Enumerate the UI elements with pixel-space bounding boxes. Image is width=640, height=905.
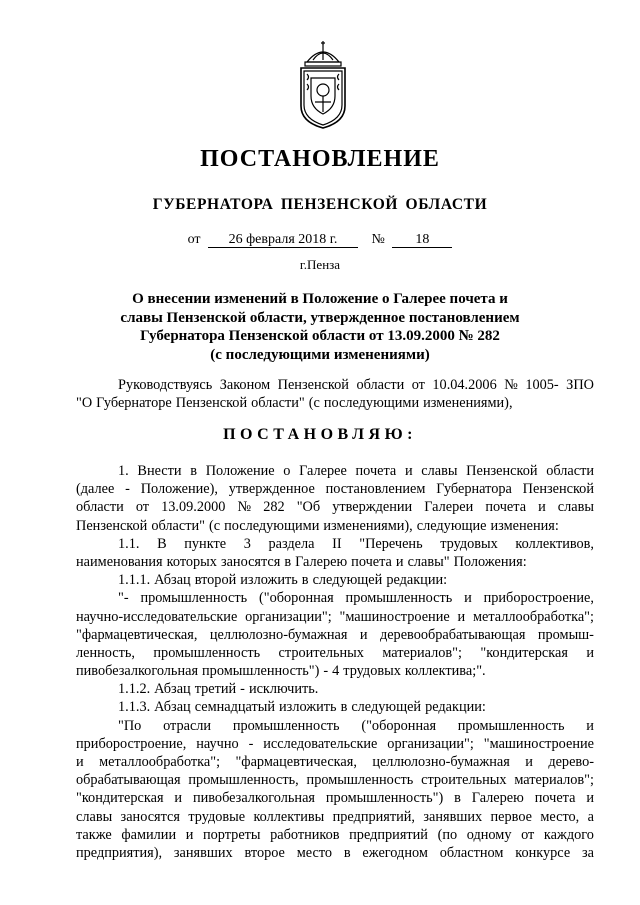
body-line: 1.1.2. Абзац третий - исключить. bbox=[118, 681, 319, 698]
body-line: "- промышленность ("оборонная промышленность и приборостроение, bbox=[118, 590, 594, 607]
date-number-line bbox=[0, 232, 640, 248]
body-line: приборостроение, научно - исследовательские организации"; "машиностроение bbox=[76, 735, 594, 752]
body-line: ленность, промышленность строительных материалов"; "кондитерская и bbox=[76, 644, 594, 661]
decree-word: ПОСТАНОВЛЯЮ: bbox=[223, 426, 417, 443]
body-line: научно-исследовательские организации"; "машиностроение и металлообработка"; bbox=[76, 608, 594, 625]
preamble-line: "О Губернаторе Пензенской области" (с последующими изменениями), bbox=[76, 395, 513, 412]
number-prefix: № bbox=[371, 232, 385, 247]
body-line: наименования которых заносятся в Галерею почета и славы" Положения: bbox=[76, 553, 527, 570]
preamble-line: Руководствуясь Законом Пензенской области от 10.04.2006 № 1005- ЗПО bbox=[118, 377, 594, 393]
penza-coat-of-arms-icon bbox=[293, 40, 353, 130]
date-prefix: от bbox=[187, 232, 201, 247]
date-value: 26 февраля 2018 г. bbox=[208, 232, 358, 248]
document-subtitle: ГУБЕРНАТОРА ПЕНЗЕНСКОЙ ОБЛАСТИ bbox=[152, 196, 488, 213]
body-line: также фамилии и портреты работников предприятий (по одному от каждого bbox=[76, 826, 594, 843]
heading-line: Губернатора Пензенской области от 13.09.2000 № 282 bbox=[140, 328, 500, 344]
body-line: славы заносятся трудовые коллективы предприятий, занявших первое место, а bbox=[76, 808, 594, 825]
number-value: 18 bbox=[392, 232, 452, 248]
body-line: 1.1. В пункте 3 раздела II "Перечень трудовых коллективов, bbox=[118, 535, 594, 552]
body-line: "По отрасли промышленность ("оборонная промышленность и bbox=[118, 717, 594, 734]
body-line: пивобезалкогольная промышленность") - 4 трудовых коллектива;". bbox=[76, 663, 486, 680]
body-line: (далее - Положение), утвержденное постановлением Губернатора Пензенской bbox=[76, 481, 594, 498]
body-line: Пензенской области" (с последующими изменениями), следующие изменения: bbox=[76, 517, 559, 534]
body-line: обрабатывающая промышленность, промышленность строительных материалов"; bbox=[76, 772, 594, 789]
heading-line: (с последующими изменениями) bbox=[210, 346, 430, 363]
body-line: 1.1.1. Абзац второй изложить в следующей редакции: bbox=[118, 572, 448, 589]
body-line: предприятия), занявших второе место в ежегодном областном конкурсе за bbox=[76, 844, 594, 861]
heading-line: славы Пензенской области, утвержденное постановлением bbox=[120, 309, 520, 326]
body-line: 1.1.3. Абзац семнадцатый изложить в следующей редакции: bbox=[118, 699, 486, 716]
body-line: "фармацевтическая, целлюлозно-бумажная и деревообрабатывающая промыш- bbox=[76, 626, 594, 643]
document-title: ПОСТАНОВЛЕНИЕ bbox=[200, 146, 440, 172]
body-line: 1. Внести в Положение о Галерее почета и славы Пензенской области bbox=[118, 463, 594, 479]
document-heading bbox=[100, 290, 540, 364]
document-body bbox=[76, 462, 594, 862]
preamble bbox=[76, 376, 594, 412]
heading-line: О внесении изменений в Положение о Галерее почета и bbox=[132, 291, 508, 307]
body-line: и металлообработка"; "фармацевтическая, целлюлозно-бумажная и дерево- bbox=[76, 754, 594, 770]
body-line: "кондитерская и пивобезалкогольная промышленность") в Галерею почета и bbox=[76, 790, 594, 807]
city: г.Пенза bbox=[299, 257, 341, 272]
body-line: области от 13.09.2000 № 282 "Об утверждении Галереи почета и славы bbox=[76, 499, 594, 516]
